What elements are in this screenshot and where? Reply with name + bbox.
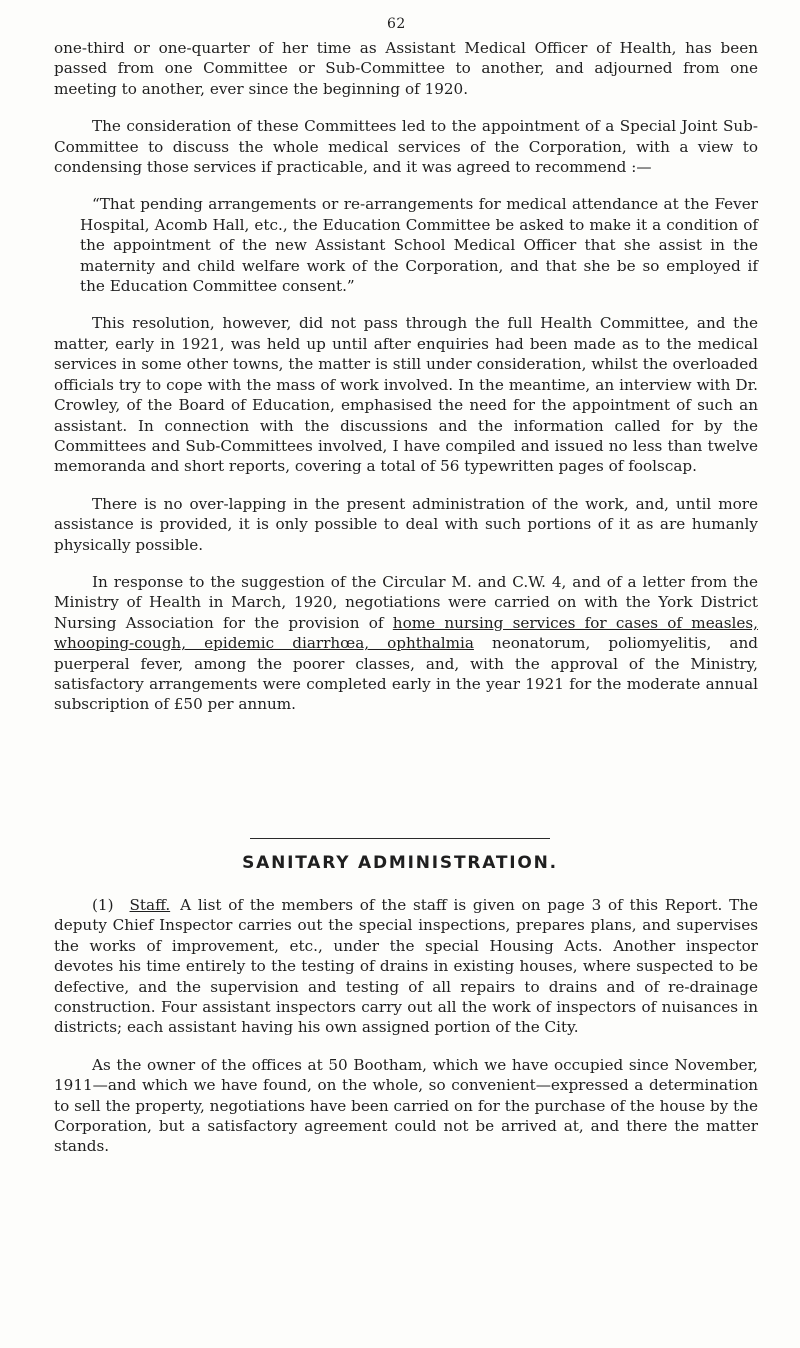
- paragraph-committees: The consideration of these Committees led to the appointment of a Special Joint Sub-Committee to discuss the whole medical services of the Corporation, with a view to condensing those services if practicable, and it was agreed to recommend :—: [54, 117, 758, 177]
- upper-text-block: [54, 38, 758, 732]
- section-divider: [250, 838, 550, 839]
- paragraph-offices: As the owner of the offices at 50 Bootham, which we have occupied since November, 1911—and which we have found, on the whole, so convenient—expressed a determination to sell the property, negotiations have been carried on for the purchase of the house by the Corporation, but a satisfactory agreement could not be arrived at, and there the matter stands.: [54, 1055, 758, 1156]
- paragraph-staff: [54, 895, 758, 1038]
- paragraph-overlapping: There is no over-lapping in the present administration of the work, and, until more assistance is provided, it is only possible to deal with such portions of it as are humanly physically possible.: [54, 494, 758, 554]
- resolution-quote-text: “That pending arrangements or re-arrangements for medical attendance at the Fever Hospital, Acomb Hall, etc., the Education Committee be asked to make it a condition of the appointment of the new Assistant School Medical Officer that she assist in the maternity and child welfare work of the Corporation, and that she be so employed if the Education Committee consent.”: [80, 195, 758, 296]
- resolution-quote: [54, 194, 758, 296]
- staff-label: Staff.: [129, 896, 171, 914]
- paragraph-continuation: one-third or one-quarter of her time as Assistant Medical Officer of Health, has been passed from one Committee or Sub-Committee to another, and adjourned from one meeting to another, ever since the beginning of 1920.: [54, 39, 758, 98]
- nursing-text-underlined: home nursing services for cases of measles, whooping-cough, epidemic diarrhœa, ophthalmia: [54, 613, 758, 653]
- paragraph-nursing: [54, 572, 758, 715]
- paragraph-resolution: This resolution, however, did not pass through the full Health Committee, and the matter, early in 1921, was held up until after enquiries had been made as to the medical services in some other towns, the matter is still under consideration, whilst the overloaded officials try to cope with the mass of work involved. In the meantime, an interview with Dr. Crowley, of the Board of Education, emphasised the need for the appointment of such an assistant. In connection with the discussions and the information called for by the Committees and Sub-Committees involved, I have compiled and issued no less than twelve memoranda and short reports, covering a total of 56 typewritten pages of foolscap.: [54, 314, 758, 476]
- nursing-text-end: neonatorum, poliomyelitis, and puerperal fever, among the poorer classes, and, with the approval of the Ministry, satisfactory arrangements were completed early in the year 1921 for the moderate annual subscription of £50 per annum.: [54, 634, 758, 714]
- staff-item-number: (1): [92, 896, 114, 914]
- page-number: 62: [387, 16, 406, 32]
- nursing-text-start: In response to the suggestion of the Circular M. and C.W. 4, and of a letter from the Ministry of Health in March, 1920, negotiations were carried on with the York District Nursing Association for the provision of: [54, 572, 758, 632]
- lower-text-block: [54, 895, 758, 1174]
- section-heading: SANITARY ADMINISTRATION.: [242, 853, 558, 873]
- staff-text: A list of the members of the staff is given on page 3 of this Report. The deputy Chief Inspector carries out the special inspections, prepares plans, and supervises the works of improvement, etc., under the special Housing Acts. Another inspector devotes his time entirely to the testing of drains in existing houses, where suspected to be defective, and the supervision and testing of all repairs to drains and of re-drainage construction. Four assistant inspectors carry out all the work of inspectors of nuisances in districts; each assistant having his own assigned portion of the City.: [54, 896, 758, 1037]
